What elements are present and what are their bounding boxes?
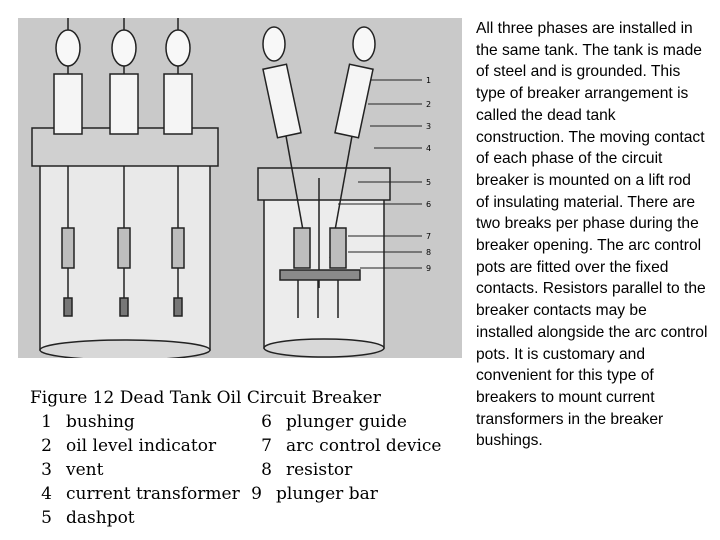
legend-number: 9 xyxy=(251,484,262,504)
legend-label: resistor xyxy=(286,460,353,480)
legend-number: 5 xyxy=(41,508,52,528)
callout-number: 1 xyxy=(426,76,432,85)
legend-number: 1 xyxy=(41,412,52,432)
legend-item xyxy=(28,410,135,434)
callout-number: 6 xyxy=(426,200,432,209)
caption-title: Figure 12 Dead Tank Oil Circuit Breaker xyxy=(30,388,381,408)
section-view-drawing xyxy=(258,27,390,357)
legend-number: 8 xyxy=(261,460,272,480)
legend-label: oil level indicator xyxy=(66,436,217,456)
callout-number: 2 xyxy=(426,100,432,109)
legend-label: plunger bar xyxy=(276,484,378,504)
legend-number: 7 xyxy=(261,436,272,456)
legend-label: plunger guide xyxy=(286,412,407,432)
legend-number: 6 xyxy=(261,412,272,432)
legend xyxy=(28,410,458,530)
callout-number: 7 xyxy=(426,232,432,241)
legend-number: 2 xyxy=(41,436,52,456)
callout-number: 5 xyxy=(426,178,432,187)
legend-label: vent xyxy=(66,460,104,480)
circuit-breaker-figure xyxy=(18,18,462,358)
callout-number: 4 xyxy=(426,144,432,153)
legend-item xyxy=(28,458,103,482)
callout-number: 9 xyxy=(426,264,432,273)
legend-label: dashpot xyxy=(66,508,135,528)
legend-label: bushing xyxy=(66,412,135,432)
legend-item xyxy=(248,434,442,458)
callout-number: 3 xyxy=(426,122,432,131)
front-view-drawing xyxy=(32,18,218,358)
legend-item xyxy=(238,482,378,506)
legend-number: 3 xyxy=(41,460,52,480)
legend-number: 4 xyxy=(41,484,52,504)
legend-item xyxy=(248,410,407,434)
legend-item xyxy=(28,506,135,530)
legend-item xyxy=(28,434,216,458)
breaker-drawing xyxy=(18,18,462,358)
callout-number: 8 xyxy=(426,248,432,257)
legend-label: current transformer xyxy=(66,484,240,504)
legend-item xyxy=(28,482,240,506)
description-paragraph: All three phases are installed in the same tank. The tank is made of steel and is grounded. This type of breaker arrangement is called the dead tank construction. The moving contact of each phase of the circuit breaker is mounted on a lift rod of insulating material. There are two breaks per phase during the breaker opening. The arc control pots are fitted over the fixed contacts. Resistors parallel to the breaker contacts may be installed alongside the arc control pots. It is customary and convenient for this type of breakers to mount current transformers in the breaker bushings. xyxy=(476,20,708,450)
legend-label: arc control device xyxy=(286,436,442,456)
legend-item xyxy=(248,458,352,482)
figure-caption xyxy=(28,386,458,530)
